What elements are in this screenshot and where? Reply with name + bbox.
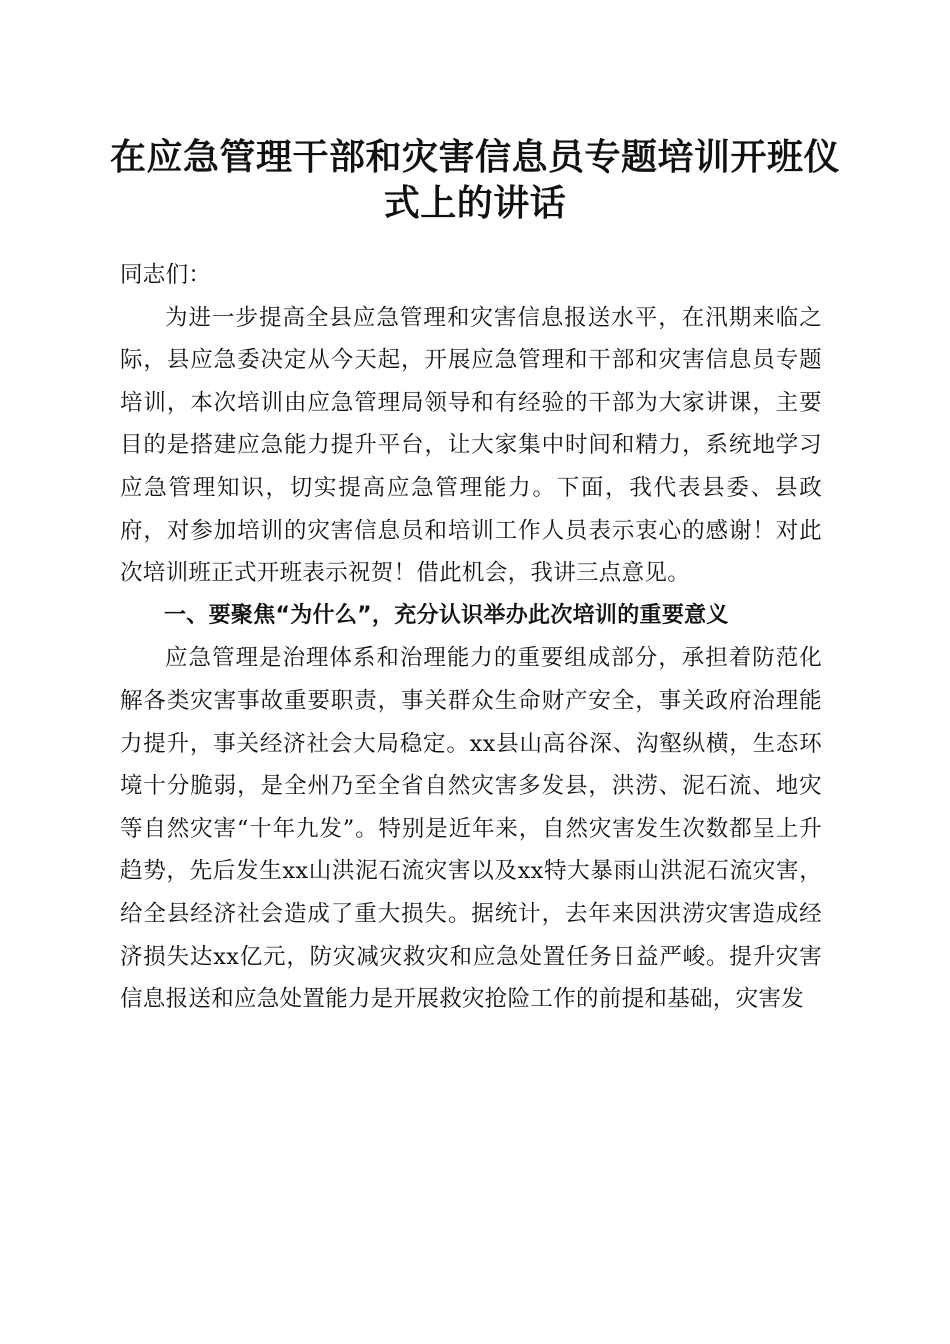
section-heading: 一、要聚焦“为什么”，充分认识举办此次培训的重要意义 [164,602,729,628]
document-body [120,254,822,1021]
section-paragraph: 应急管理是治理体系和治理能力的重要组成部分，承担着防范化解各类灾害事故重要职责，事关群众生命财产安全，事关政府治理能力提升，事关经济社会大局稳定。xx县山高谷深、沟壑纵横，生态环境十分脆弱，是全州乃至全省自然灾害多发县，洪涝、泥石流、地灾等自然灾害“十年九发”。特别是近年来，自然灾害发生次数都呈上升趋势，先后发生xx山洪泥石流灾害以及xx特大暴雨山洪泥石流灾害，给全县经济社会造成了重大损失。据统计，去年来因洪涝灾害造成经济损失达xx亿元，防灾减灾救灾和应急处置任务日益严峻。提升灾害信息报送和应急处置能力是开展救灾抢险工作的前提和基础，灾害发 [120,645,822,1013]
document-title: 在应急管理干部和灾害信息员专题培训开班仪式上的讲话 [109,136,840,224]
intro-paragraph: 为进一步提高全县应急管理和灾害信息报送水平，在汛期来临之际，县应急委决定从今天起，开展应急管理和干部和灾害信息员专题培训，本次培训由应急管理局领导和有经验的干部为大家讲课，主要目的是搭建应急能力提升平台，让大家集中时间和精力，系统地学习应急管理知识，切实提高应急管理能力。下面，我代表县委、县政府，对参加培训的灾害信息员和培训工作人员表示衷心的感谢！对此次培训班正式开班表示祝贺！借此机会，我讲三点意见。 [120,304,822,587]
salutation: 同志们： [120,262,212,288]
